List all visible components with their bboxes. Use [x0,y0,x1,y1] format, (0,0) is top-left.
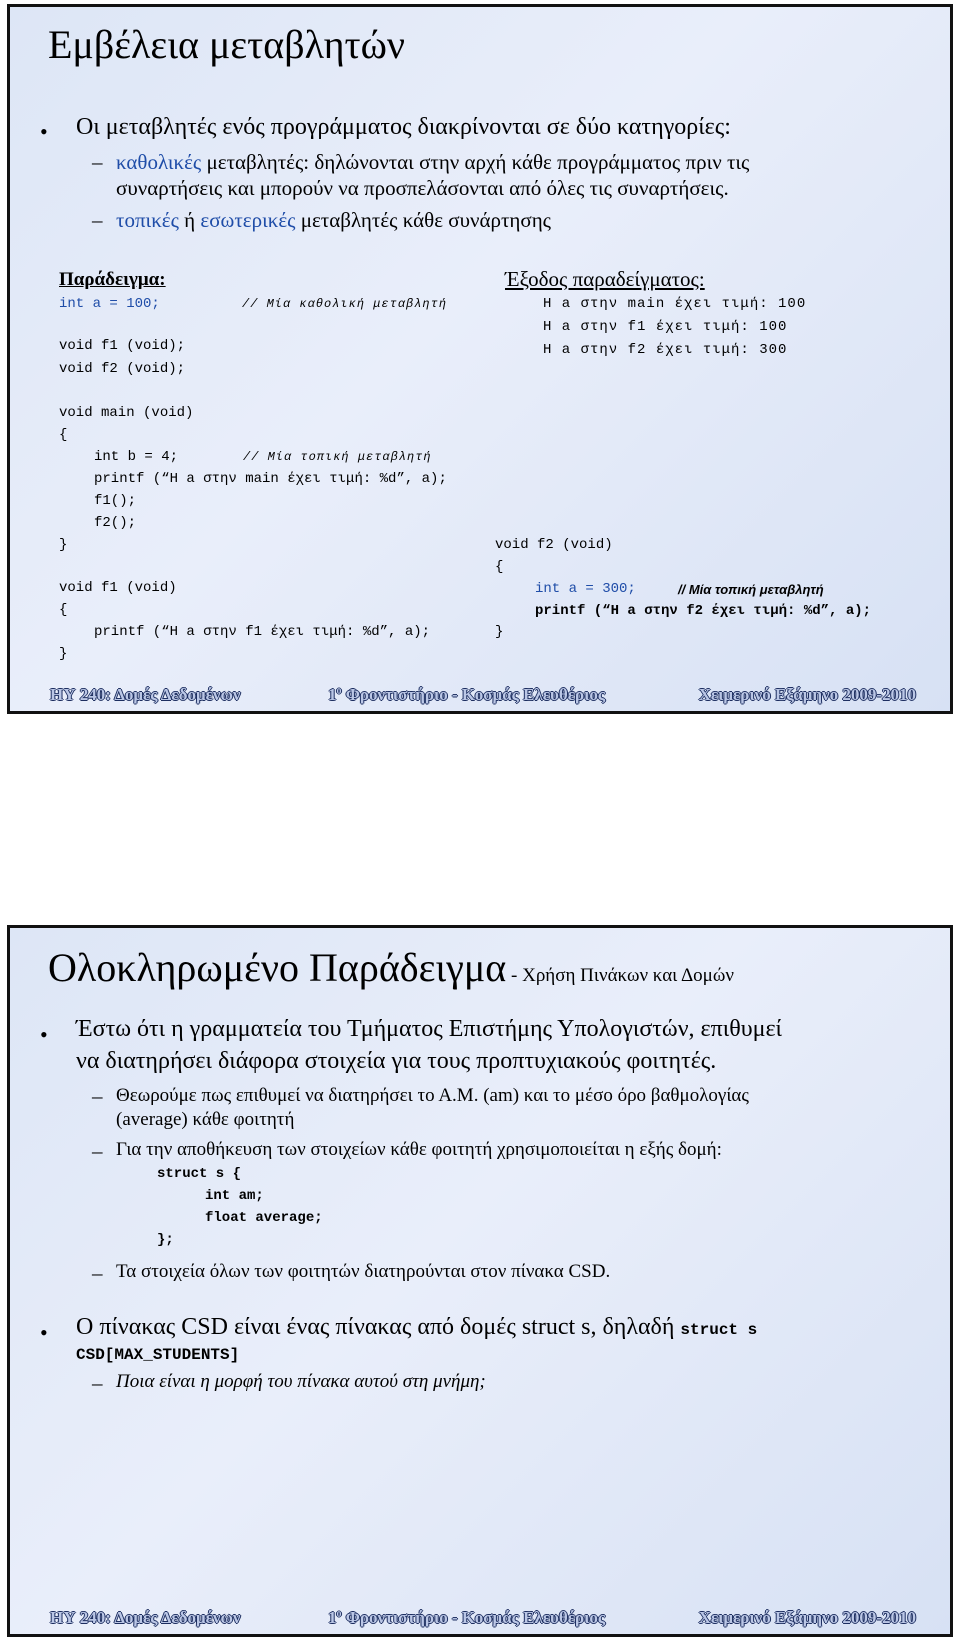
footer-semester: Χειμερινό Εξάμηνο 2009-2010 [698,1608,916,1627]
dash-marker: – [92,1261,103,1285]
output-line-3: Η a στην f2 έχει τιμή: 300 [543,342,788,358]
global-term: καθολικές [116,150,202,174]
code-main-int: int b = 4; [94,449,179,465]
sub-item-am-line2: (average) κάθε φοιτητή [116,1109,295,1130]
code-call-f2: f2(); [94,515,137,531]
code-comment-global: // Μία καθολική μεταβλητή [242,297,448,311]
bullet-intro-line1: Έστω ότι η γραμματεία του Τμήματος Επιστήμης Υπολογιστών, επιθυμεί [76,1016,782,1042]
dash-marker: – [92,208,103,232]
code-comment-local: // Μία τοπική μεταβλητή [243,450,432,464]
output-line-1: Η a στην main έχει τιμή: 100 [543,296,807,312]
code-main-printf: printf (“Η a στην main έχει τιμή: %d”, a); [94,471,447,487]
code-main-sig: void main (void) [59,405,194,421]
slide-full-example [7,925,953,1637]
slide-footer [10,685,950,705]
code-brace: } [495,624,504,640]
local-term: τοπικές [116,208,179,232]
dash-marker: – [92,1139,103,1163]
global-text: μεταβλητές: δηλώνονται στην αρχή κάθε προγράμματος πριν τις [201,150,750,174]
bullet-text: Οι μεταβλητές ενός προγράμματος διακρίνονται σε δύο κατηγορίες: [76,114,731,140]
code-brace: { [59,427,68,443]
code-f2-printf: printf (“Η a στην f2 έχει τιμή: %d”, a); [535,603,872,619]
or-text: ή [178,208,201,232]
output-line-2: Η a στην f1 έχει τιμή: 100 [543,319,788,335]
code-brace: { [495,559,504,575]
struct-line-1: struct s { [157,1166,242,1182]
dash-marker: – [92,1371,103,1395]
bullet-marker: • [40,1320,48,1345]
sub-item-struct: Για την αποθήκευση των στοιχείων κάθε φοιτητή χρησιμοποιείται η εξής δομή: [116,1139,722,1160]
local-text: μεταβλητές κάθε συνάρτησης [295,208,552,232]
slide-footer [10,1608,950,1628]
footer-session [328,1608,605,1628]
footer-author: Φροντιστήριο - Κοσμάς Ελευθέριος [341,1608,606,1627]
dash-marker: – [92,1084,103,1108]
footer-sup: ο [336,685,342,697]
bullet-csd [76,1314,757,1341]
title-sub: - Χρήση Πινάκων και Δομών [506,965,734,986]
code-brace: } [59,537,68,553]
code-call-f1: f1(); [94,493,137,509]
sub-item-global-line2: συναρτήσεις και μπορούν να προσπελάσονται από όλες τις συναρτήσεις. [116,176,729,200]
slide-title [48,944,734,991]
footer-author: Φροντιστήριο - Κοσμάς Ελευθέριος [341,685,606,704]
footer-session [328,685,605,705]
footer-semester: Χειμερινό Εξάμηνο 2009-2010 [698,685,916,704]
code-f2-comment: // Μία τοπική μεταβλητή [678,582,824,597]
internal-term: εσωτερικές [200,208,296,232]
sub-item-csd: Τα στοιχεία όλων των φοιτητών διατηρούνται στον πίνακα CSD. [116,1261,611,1282]
struct-line-3: float average; [205,1210,323,1226]
csd-text: Ο πίνακας CSD είναι ένας πίνακας από δομές struct s, δηλαδή [76,1314,681,1340]
csd-code-struct: struct s [680,1321,758,1339]
footer-sup: ο [336,1608,342,1620]
bullet-marker: • [40,1022,48,1047]
struct-line-4: }; [157,1232,174,1248]
output-label: Έξοδος παραδείγματος: [505,267,705,291]
code-brace: { [59,602,68,618]
slide-title: Εμβέλεια μεταβλητών [48,22,406,67]
sub-item-global [116,150,749,175]
code-decl-f2: void f2 (void); [59,361,186,377]
csd-code-array: CSD[MAX_STUDENTS] [76,1346,240,1364]
dash-marker: – [92,150,103,174]
code-decl-f1: void f1 (void); [59,338,186,354]
bullet-intro-line2: να διατηρήσει διάφορα στοιχεία για τους προπτυχιακούς φοιτητές. [76,1048,717,1074]
code-f1-sig: void f1 (void) [59,580,177,596]
code-f2-int: int a = 300; [535,581,636,597]
struct-line-2: int am; [205,1188,264,1204]
footer-num: 1 [328,685,337,704]
code-brace: } [59,646,68,662]
footer-course: ΗΥ 240: Δομές Δεδομένων [50,685,241,704]
title-main: Ολοκληρωμένο Παράδειγμα [48,945,507,990]
code-f1-printf: printf (“Η a στην f1 έχει τιμή: %d”, a); [94,624,431,640]
sub-item-question: Ποια είναι η μορφή του πίνακα αυτού στη μνήμη; [116,1371,486,1392]
slide-scope [7,4,953,714]
sub-item-local [116,208,551,233]
bullet-marker: • [40,119,48,144]
footer-course: ΗΥ 240: Δομές Δεδομένων [50,1608,241,1627]
code-f2-sig: void f2 (void) [495,537,613,553]
code-global-decl: int a = 100; [59,296,160,312]
footer-num: 1 [328,1608,337,1627]
sub-item-am-line1: Θεωρούμε πως επιθυμεί να διατηρήσει το Α.Μ. (am) και το μέσο όρο βαθμολογίας [116,1085,749,1106]
example-label: Παράδειγμα: [59,269,166,290]
